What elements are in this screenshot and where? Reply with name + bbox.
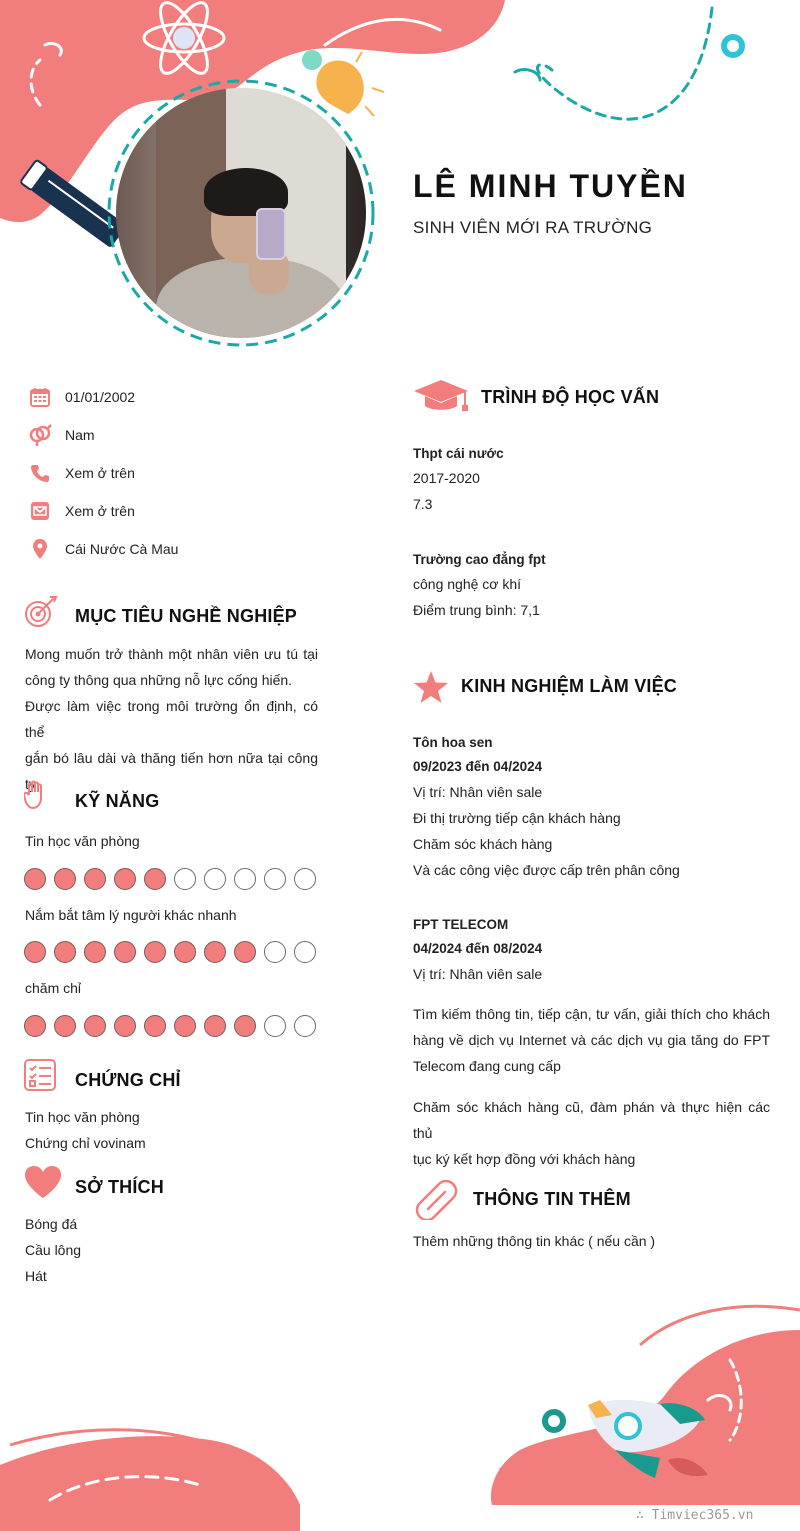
job-description-line: Chăm sóc khách hàng cũ, đàm phán và thực hiện các thủ: [413, 1099, 770, 1141]
extra-title: THÔNG TIN THÊM: [473, 1189, 631, 1209]
skill-rating: [24, 1015, 316, 1037]
skill-dot-empty: [294, 868, 316, 890]
skill-dot-filled: [114, 1015, 136, 1037]
gender-icon: [28, 423, 52, 447]
skill-dot-filled: [84, 941, 106, 963]
candidate-name: LÊ MINH TUYỀN: [413, 168, 688, 204]
contact-value: 01/01/2002: [65, 389, 136, 405]
certificate-item: Tin học văn phòng: [25, 1109, 140, 1125]
contact-gender: [28, 423, 358, 447]
graduation-cap-icon: [413, 378, 469, 419]
email-icon: [28, 499, 52, 523]
hand-icon: [24, 780, 48, 815]
education-detail: Điểm trung bình: 7,1: [413, 602, 540, 618]
extra-text: Thêm những thông tin khác ( nếu cần ): [413, 1233, 656, 1249]
avatar: [116, 88, 366, 338]
contact-phone: [28, 461, 358, 485]
job-period: 04/2024 đến 08/2024: [413, 941, 543, 956]
paperclip-icon: [415, 1180, 459, 1225]
skill-dot-filled: [84, 1015, 106, 1037]
target-icon: [24, 596, 58, 633]
hobbies-title: SỞ THÍCH: [75, 1177, 164, 1197]
job-description-line: hàng về dịch vụ Internet và các dịch vụ gia tăng do FPT: [413, 1032, 770, 1048]
education-school: Trường cao đẳng fpt: [413, 552, 546, 567]
certificates-title: CHỨNG CHỈ: [75, 1070, 181, 1090]
job-description-line: Telecom đang cung cấp: [413, 1058, 561, 1074]
skill-rating: [24, 941, 316, 963]
hobby-item: Cầu lông: [25, 1242, 82, 1258]
skill-dot-filled: [234, 941, 256, 963]
skill-name: chăm chỉ: [25, 980, 82, 996]
skill-dot-filled: [54, 941, 76, 963]
skill-dot-filled: [204, 1015, 226, 1037]
contact-value: Nam: [65, 427, 95, 443]
hobby-item: Bóng đá: [25, 1216, 78, 1232]
contact-birthdate: [28, 385, 358, 409]
skill-dot-filled: [234, 1015, 256, 1037]
objective-line: Được làm việc trong môi trường ổn định, có thể: [25, 698, 318, 740]
skill-dot-filled: [174, 1015, 196, 1037]
objective-line: gắn bó lâu dài và thăng tiến hơn nữa tại công: [25, 750, 318, 766]
skill-dot-filled: [204, 941, 226, 963]
job-company: FPT TELECOM: [413, 917, 509, 932]
hobby-item: Hát: [25, 1268, 47, 1284]
skill-dot-filled: [54, 868, 76, 890]
skill-dot-filled: [24, 1015, 46, 1037]
skill-dot-filled: [54, 1015, 76, 1037]
objective-title: MỤC TIÊU NGHỀ NGHIỆP: [75, 606, 298, 626]
skill-name: Tin học văn phòng: [25, 833, 140, 849]
skill-dot-empty: [264, 1015, 286, 1037]
job-detail: Vị trí: Nhân viên sale: [413, 966, 543, 982]
job-detail: Và các công việc được cấp trên phân công: [413, 862, 680, 878]
job-detail: Vị trí: Nhân viên sale: [413, 784, 543, 800]
location-pin-icon: [28, 537, 52, 561]
heart-icon: [24, 1165, 62, 1204]
skills-title: KỸ NĂNG: [75, 791, 160, 811]
skill-dot-empty: [174, 868, 196, 890]
experience-title: KINH NGHIỆM LÀM VIỆC: [461, 676, 678, 696]
skill-dot-filled: [174, 941, 196, 963]
skill-dot-filled: [144, 1015, 166, 1037]
watermark: ∴ Timviec365.vn: [636, 1508, 754, 1523]
skill-dot-filled: [114, 941, 136, 963]
job-company: Tôn hoa sen: [413, 735, 493, 750]
job-description-line: tục ký kết hợp đồng với khách hàng: [413, 1151, 636, 1167]
skill-dot-empty: [294, 941, 316, 963]
skill-dot-empty: [264, 941, 286, 963]
job-description-line: Tìm kiếm thông tin, tiếp cận, tư vấn, giải thích cho khách: [413, 1006, 770, 1022]
skill-dot-filled: [114, 868, 136, 890]
objective-line: ty: [25, 776, 36, 792]
education-title: TRÌNH ĐỘ HỌC VẤN: [481, 387, 660, 407]
job-detail: Chăm sóc khách hàng: [413, 836, 553, 852]
skill-dot-empty: [264, 868, 286, 890]
skill-dot-filled: [144, 868, 166, 890]
skill-dot-empty: [204, 868, 226, 890]
contact-value: Xem ở trên: [65, 503, 135, 519]
objective-text: [25, 641, 318, 797]
job-period: 09/2023 đến 04/2024: [413, 759, 543, 774]
skill-name: Nắm bắt tâm lý người khác nhanh: [25, 907, 237, 923]
skill-dot-filled: [24, 941, 46, 963]
education-detail: 2017-2020: [413, 470, 480, 486]
contact-value: Cái Nước Cà Mau: [65, 541, 179, 557]
skill-dot-filled: [144, 941, 166, 963]
skill-dot-filled: [24, 868, 46, 890]
calendar-icon: [28, 385, 52, 409]
job-description: [413, 1094, 770, 1172]
education-school: Thpt cái nước: [413, 446, 504, 461]
objective-line: Mong muốn trở thành một nhân viên ưu tú tại: [25, 646, 318, 662]
phone-icon: [28, 461, 52, 485]
skill-dot-filled: [84, 868, 106, 890]
objective-line: công ty thông qua những nỗ lực cống hiến.: [25, 672, 293, 688]
skill-dot-empty: [294, 1015, 316, 1037]
checklist-icon: [24, 1059, 56, 1096]
job-description: [413, 1001, 770, 1079]
contact-email: [28, 499, 358, 523]
star-icon: [413, 670, 449, 709]
job-detail: Đi thị trường tiếp cận khách hàng: [413, 810, 621, 826]
education-detail: công nghệ cơ khí: [413, 576, 522, 592]
certificate-item: Chứng chỉ vovinam: [25, 1135, 146, 1151]
skill-rating: [24, 868, 316, 890]
contact-value: Xem ở trên: [65, 465, 135, 481]
skill-dot-empty: [234, 868, 256, 890]
candidate-title: SINH VIÊN MỚI RA TRƯỜNG: [413, 218, 653, 237]
education-detail: 7.3: [413, 496, 433, 512]
contact-address: [28, 537, 358, 561]
